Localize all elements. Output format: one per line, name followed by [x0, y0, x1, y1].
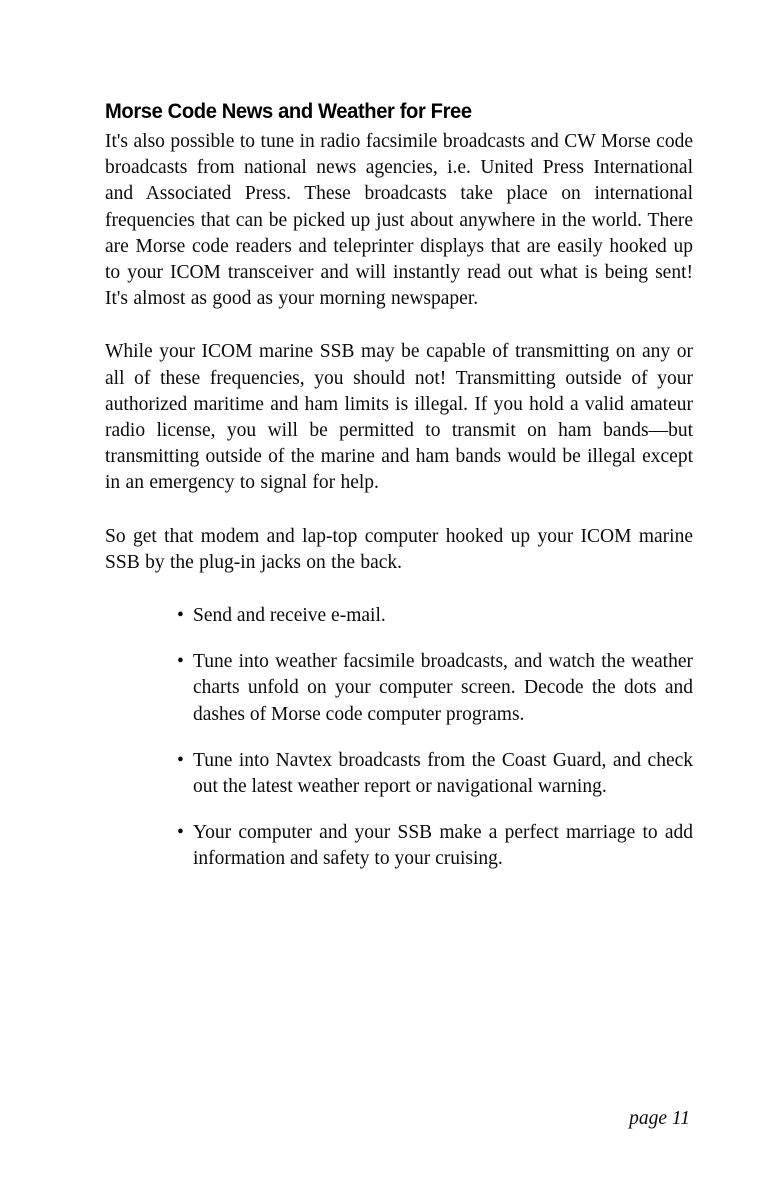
- bullet-text-email: Send and receive e-mail.: [193, 605, 386, 627]
- bullet-text-computer-ssb: Your computer and your SSB make a perfect marriage to add information and safety to your cruising.: [193, 822, 693, 870]
- list-item-navtex: [177, 748, 693, 800]
- bullet-marker: •: [177, 749, 184, 771]
- list-item-email: [177, 603, 693, 629]
- bullet-marker: •: [177, 605, 184, 627]
- paragraph-transmit-warning: While your ICOM marine SSB may be capable of transmitting on any or all of these frequencies, you should not! Transmitting outside of your authorized maritime and ham limits is illegal. If you hold a valid amateur radio license, you will be permitted to transmit on ham bands—but transmitting outside of the marine and ham bands would be illegal except in an emergency to signal for help.: [105, 341, 693, 494]
- list-item-weather-fax: [177, 649, 693, 728]
- text-column: [105, 100, 693, 893]
- bullet-text-navtex: Tune into Navtex broadcasts from the Coast Guard, and check out the latest weather report or navigational warning.: [193, 749, 693, 798]
- list-item-computer-ssb: [177, 820, 693, 872]
- paragraph-morse-intro: It's also possible to tune in radio facsimile broadcasts and CW Morse code broadcasts from national news agencies, i.e. United Press International and Associated Press. These broadcasts take place on international frequencies that can be picked up just about anywhere in the world. There are Morse code readers and teleprinter displays that are easily hooked up to your ICOM transceiver and will instantly read out what is being sent! It's almost as good as your morning newspaper.: [105, 131, 693, 310]
- page-number: page 11: [629, 1108, 690, 1129]
- section-heading: Morse Code News and Weather for Free: [105, 100, 472, 123]
- bullet-text-weather-fax: Tune into weather facsimile broadcasts, and watch the weather charts unfold on your computer screen. Decode the dots and dashes of Morse code computer programs.: [193, 651, 693, 725]
- bullet-marker: •: [177, 822, 184, 844]
- bullet-list: [105, 603, 693, 873]
- paragraph-modem-laptop: So get that modem and lap-top computer hooked up your ICOM marine SSB by the plug-in jacks on the back.: [105, 525, 693, 573]
- bullet-marker: •: [177, 651, 184, 673]
